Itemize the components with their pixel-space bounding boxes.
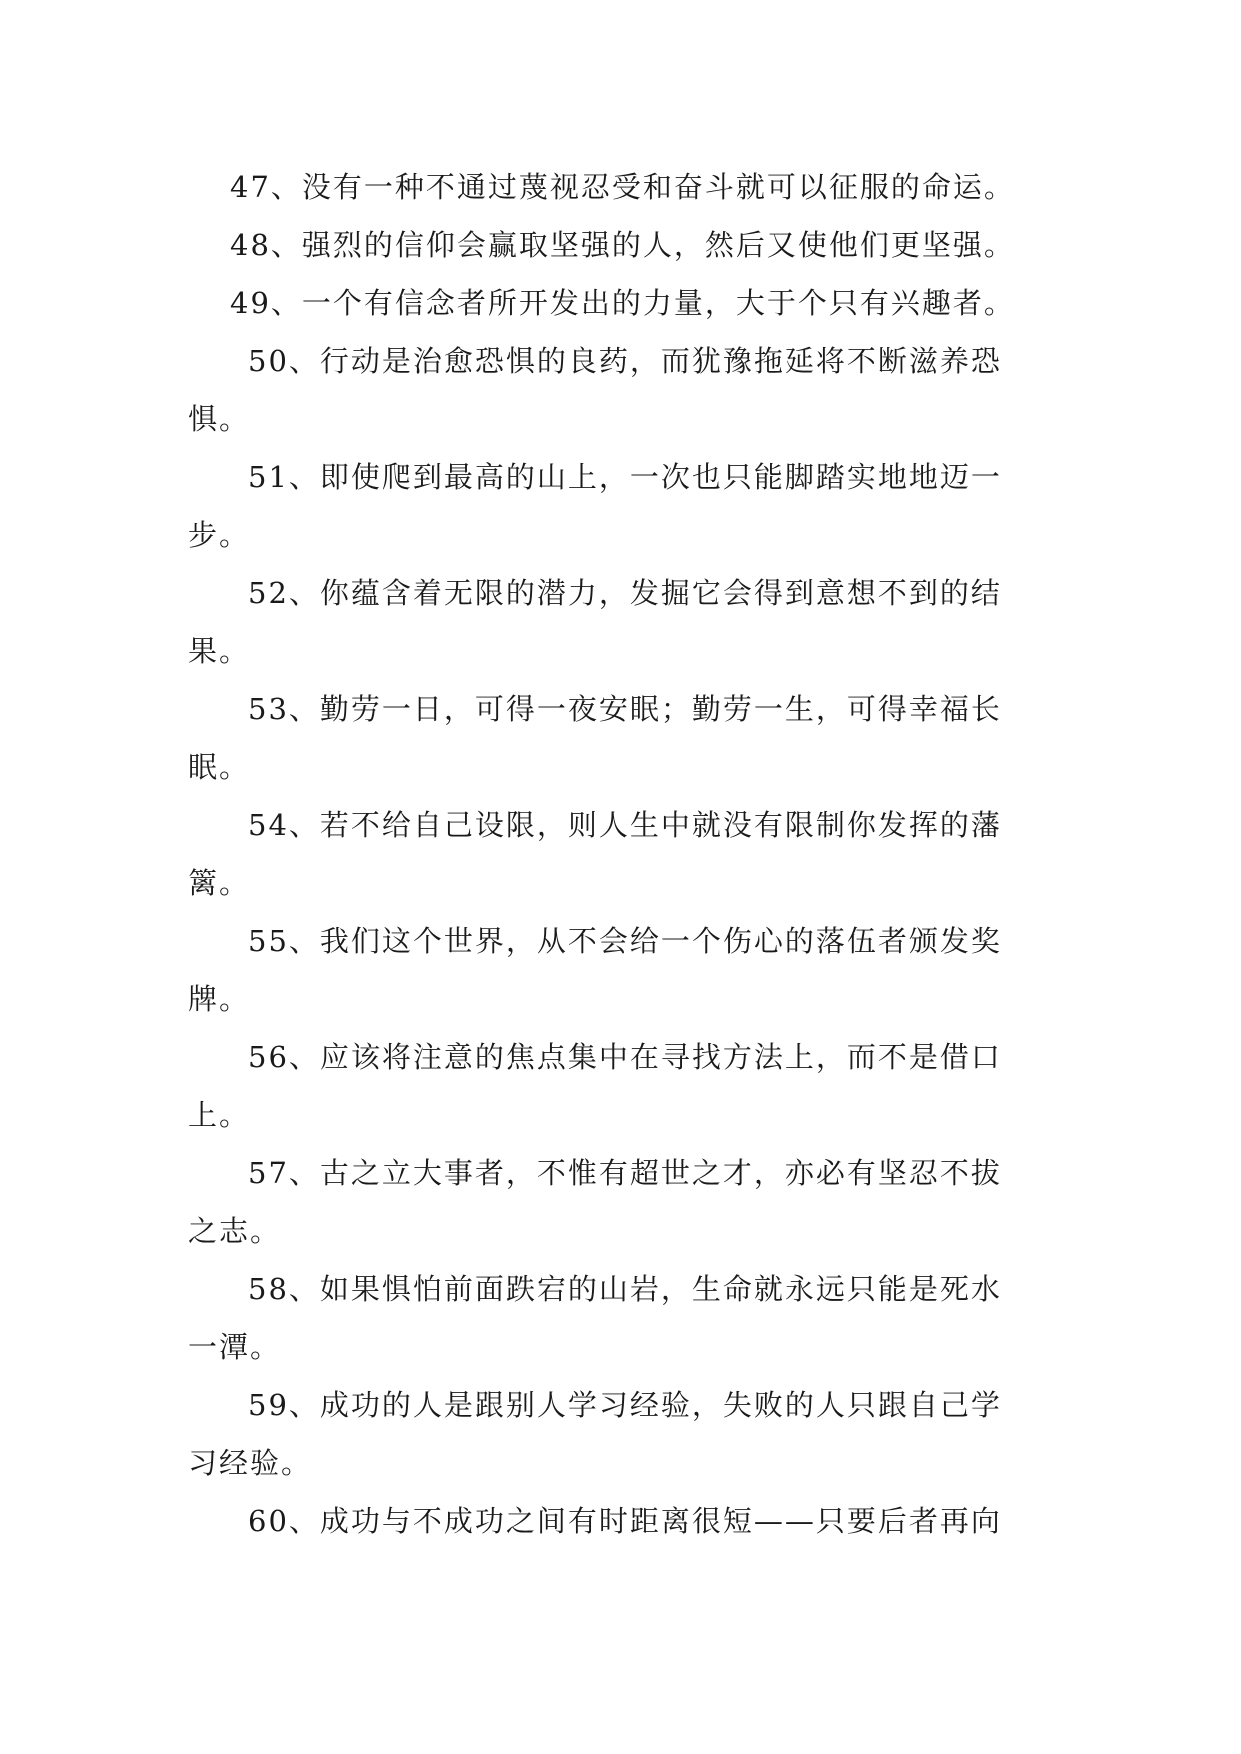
quote-item <box>188 1144 1068 1260</box>
quote-line-continuation: 之志。 <box>188 1214 282 1248</box>
quote-line: 56、应该将注意的焦点集中在寻找方法上，而不是借口 <box>248 1040 1002 1074</box>
quote-line-continuation: 一潭。 <box>188 1330 282 1364</box>
quote-line: 55、我们这个世界，从不会给一个伤心的落伍者颁发奖 <box>248 924 1002 958</box>
quote-line: 52、你蕴含着无限的潜力，发掘它会得到意想不到的结 <box>248 576 1002 610</box>
quote-line: 48、强烈的信仰会赢取坚强的人，然后又使他们更坚强。 <box>230 228 1015 262</box>
quote-line-continuation: 上。 <box>188 1098 251 1132</box>
quote-item <box>188 1260 1068 1376</box>
quote-item <box>188 796 1068 912</box>
quote-item <box>188 564 1068 680</box>
quote-line: 53、勤劳一日，可得一夜安眠；勤劳一生，可得幸福长 <box>248 692 1002 726</box>
quote-line: 57、古之立大事者，不惟有超世之才，亦必有坚忍不拔 <box>248 1156 1002 1190</box>
quote-item <box>188 332 1068 448</box>
quote-line-continuation: 习经验。 <box>188 1446 313 1480</box>
quote-item <box>188 158 1068 216</box>
quote-line: 60、成功与不成功之间有时距离很短——只要后者再向 <box>248 1504 1002 1538</box>
quote-line: 51、即使爬到最高的山上，一次也只能脚踏实地地迈一 <box>248 460 1002 494</box>
quote-line: 47、没有一种不通过蔑视忍受和奋斗就可以征服的命运。 <box>230 170 1015 204</box>
quote-line: 54、若不给自己设限，则人生中就没有限制你发挥的藩 <box>248 808 1002 842</box>
quote-item <box>188 680 1068 796</box>
quote-line: 58、如果惧怕前面跌宕的山岩，生命就永远只能是死水 <box>248 1272 1002 1306</box>
quote-item <box>188 1028 1068 1144</box>
quote-line: 50、行动是治愈恐惧的良药，而犹豫拖延将不断滋养恐 <box>248 344 1002 378</box>
quote-line-continuation: 牌。 <box>188 982 251 1016</box>
quote-item <box>188 216 1068 274</box>
quote-list <box>188 158 1068 1550</box>
quote-line: 49、一个有信念者所开发出的力量，大于个只有兴趣者。 <box>230 286 1015 320</box>
quote-item <box>188 1376 1068 1492</box>
quote-item <box>188 274 1068 332</box>
quote-item <box>188 912 1068 1028</box>
quote-line-continuation: 惧。 <box>188 402 251 436</box>
quote-line: 59、成功的人是跟别人学习经验，失败的人只跟自己学 <box>248 1388 1002 1422</box>
quote-item <box>188 448 1068 564</box>
quote-item <box>188 1492 1068 1550</box>
quote-line-continuation: 篱。 <box>188 866 251 900</box>
quote-line-continuation: 眠。 <box>188 750 251 784</box>
quote-line-continuation: 步。 <box>188 518 251 552</box>
quote-line-continuation: 果。 <box>188 634 251 668</box>
